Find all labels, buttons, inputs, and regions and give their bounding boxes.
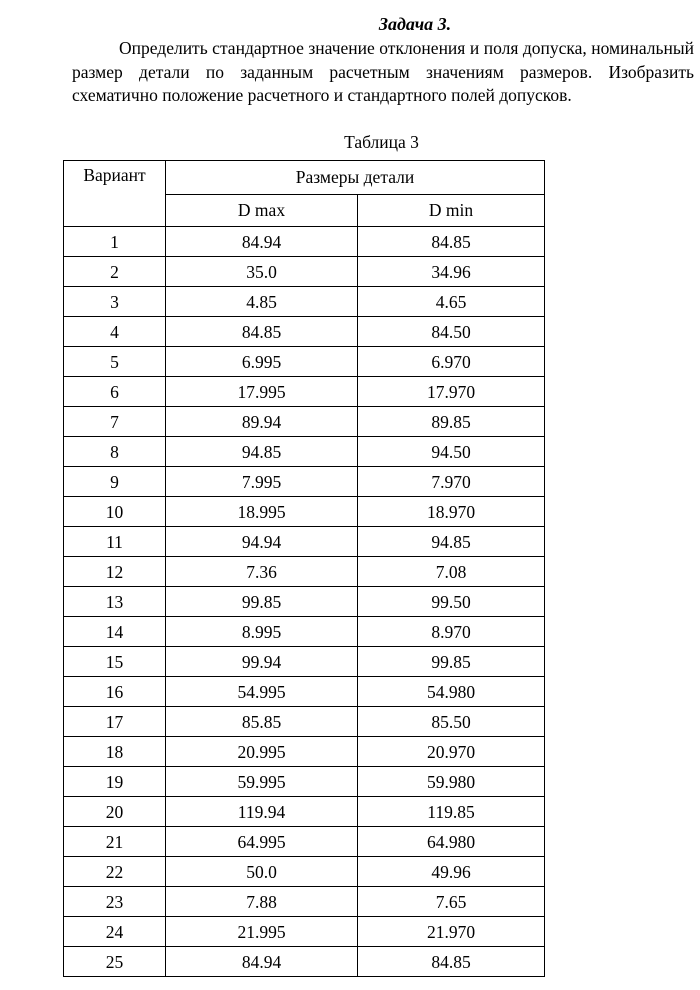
dmin-cell: 84.85: [358, 947, 545, 977]
header-variant: Вариант: [64, 161, 166, 227]
table-row: [64, 887, 545, 917]
header-dmin: D min: [358, 194, 545, 226]
dmax-cell: 7.36: [166, 557, 358, 587]
dimensions-table: [63, 160, 545, 977]
variant-cell: 6: [64, 377, 166, 407]
variant-cell: 4: [64, 317, 166, 347]
task-description: Определить стандартное значение отклонения и поля допуска, номинальный размер детали по заданным расчетным значениям размеров. Изобразить схематично положение расчетного и стандартного полей допусков.: [72, 38, 694, 105]
dmax-cell: 119.94: [166, 797, 358, 827]
dmin-cell: 99.50: [358, 587, 545, 617]
dmax-cell: 21.995: [166, 917, 358, 947]
dmin-cell: 85.50: [358, 707, 545, 737]
dmin-cell: 4.65: [358, 287, 545, 317]
dmax-cell: 94.94: [166, 527, 358, 557]
table-row: [64, 287, 545, 317]
variant-cell: 9: [64, 467, 166, 497]
dmin-cell: 49.96: [358, 857, 545, 887]
table-row: [64, 437, 545, 467]
variant-cell: 3: [64, 287, 166, 317]
dmin-cell: 20.970: [358, 737, 545, 767]
dmax-cell: 4.85: [166, 287, 358, 317]
dmax-cell: 99.85: [166, 587, 358, 617]
dmax-cell: 50.0: [166, 857, 358, 887]
header-part-dimensions: Размеры детали: [166, 161, 545, 195]
table-row: [64, 767, 545, 797]
table-row: [64, 587, 545, 617]
table-row: [64, 347, 545, 377]
dmin-cell: 34.96: [358, 257, 545, 287]
dmin-cell: 21.970: [358, 917, 545, 947]
dmin-cell: 17.970: [358, 377, 545, 407]
table-row: [64, 377, 545, 407]
table-row: [64, 317, 545, 347]
variant-cell: 11: [64, 527, 166, 557]
variant-cell: 13: [64, 587, 166, 617]
table-caption: Таблица 3: [344, 132, 419, 152]
table-row: [64, 677, 545, 707]
variant-cell: 16: [64, 677, 166, 707]
variant-cell: 20: [64, 797, 166, 827]
variant-cell: 25: [64, 947, 166, 977]
dmin-cell: 84.50: [358, 317, 545, 347]
variant-cell: 19: [64, 767, 166, 797]
header-dmax: D max: [166, 194, 358, 226]
dmin-cell: 8.970: [358, 617, 545, 647]
dmax-cell: 64.995: [166, 827, 358, 857]
variant-cell: 10: [64, 497, 166, 527]
variant-cell: 5: [64, 347, 166, 377]
table-row: [64, 617, 545, 647]
variant-cell: 21: [64, 827, 166, 857]
table-row: [64, 737, 545, 767]
variant-cell: 7: [64, 407, 166, 437]
dmin-cell: 94.85: [358, 527, 545, 557]
dmax-cell: 84.85: [166, 317, 358, 347]
variant-cell: 2: [64, 257, 166, 287]
dmax-cell: 7.995: [166, 467, 358, 497]
task-title: Задача 3.: [378, 14, 452, 34]
variant-cell: 23: [64, 887, 166, 917]
dmin-cell: 54.980: [358, 677, 545, 707]
dmax-cell: 17.995: [166, 377, 358, 407]
dmin-cell: 64.980: [358, 827, 545, 857]
dmax-cell: 35.0: [166, 257, 358, 287]
table-row: [64, 557, 545, 587]
table-row: [64, 257, 545, 287]
variant-cell: 12: [64, 557, 166, 587]
table-header-row: [64, 161, 545, 195]
variant-cell: 17: [64, 707, 166, 737]
dmax-cell: 54.995: [166, 677, 358, 707]
dmin-cell: 59.980: [358, 767, 545, 797]
variant-cell: 15: [64, 647, 166, 677]
dmax-cell: 85.85: [166, 707, 358, 737]
dmin-cell: 89.85: [358, 407, 545, 437]
table-row: [64, 467, 545, 497]
table-row: [64, 227, 545, 257]
table-row: [64, 407, 545, 437]
variant-cell: 22: [64, 857, 166, 887]
table-row: [64, 527, 545, 557]
table-row: [64, 797, 545, 827]
dmax-cell: 94.85: [166, 437, 358, 467]
dmin-cell: 7.970: [358, 467, 545, 497]
dmax-cell: 99.94: [166, 647, 358, 677]
table-row: [64, 917, 545, 947]
dmax-cell: 6.995: [166, 347, 358, 377]
variant-cell: 18: [64, 737, 166, 767]
variant-cell: 8: [64, 437, 166, 467]
dmax-cell: 20.995: [166, 737, 358, 767]
dmin-cell: 18.970: [358, 497, 545, 527]
dmax-cell: 84.94: [166, 947, 358, 977]
dmin-cell: 7.65: [358, 887, 545, 917]
dmax-cell: 8.995: [166, 617, 358, 647]
dmax-cell: 18.995: [166, 497, 358, 527]
variant-cell: 24: [64, 917, 166, 947]
dmax-cell: 84.94: [166, 227, 358, 257]
variant-cell: 14: [64, 617, 166, 647]
dmin-cell: 84.85: [358, 227, 545, 257]
table-row: [64, 647, 545, 677]
table-row: [64, 827, 545, 857]
dmin-cell: 94.50: [358, 437, 545, 467]
dmin-cell: 119.85: [358, 797, 545, 827]
table-row: [64, 707, 545, 737]
dmin-cell: 6.970: [358, 347, 545, 377]
dmax-cell: 89.94: [166, 407, 358, 437]
dmax-cell: 7.88: [166, 887, 358, 917]
table-row: [64, 497, 545, 527]
dmin-cell: 7.08: [358, 557, 545, 587]
variant-cell: 1: [64, 227, 166, 257]
table-row: [64, 947, 545, 977]
dmin-cell: 99.85: [358, 647, 545, 677]
dmax-cell: 59.995: [166, 767, 358, 797]
table-row: [64, 857, 545, 887]
